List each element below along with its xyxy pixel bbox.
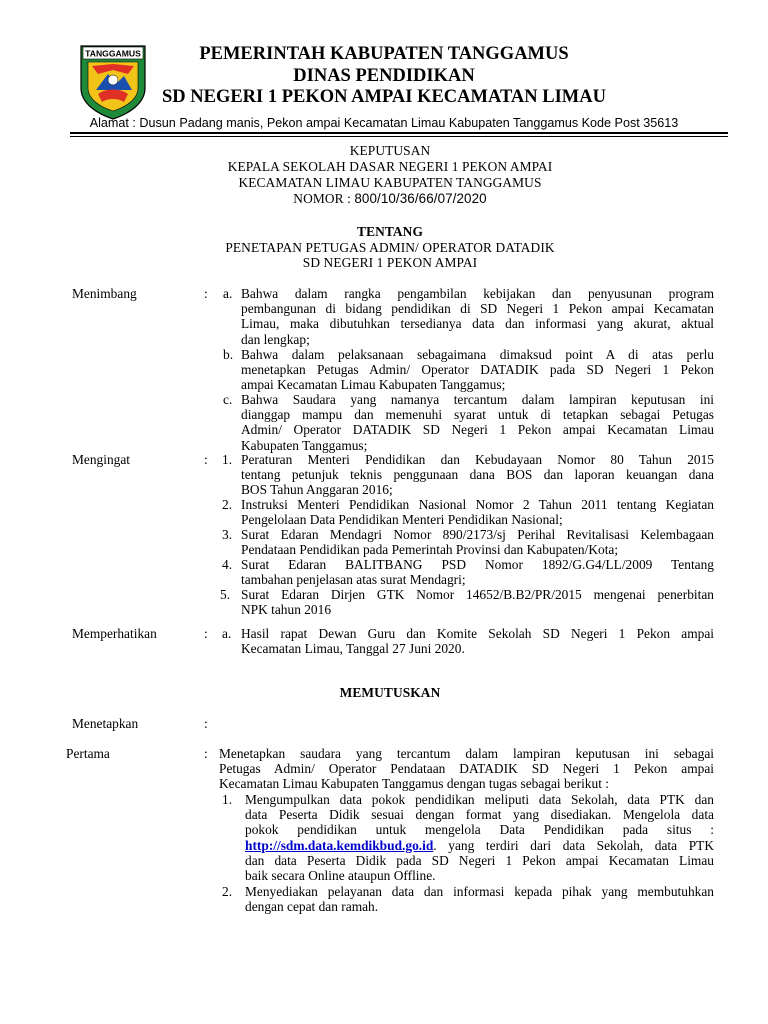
pertama-intro: Menetapkan saudara yang tercantum dalam lampiran keputusan ini sebagai Petugas Admin/ Operator Pendataan DATADIK SD Negeri 1 Pekon ampai Kecamatan Limau Kabupaten Tanggamus dengan tugas sebagai berikut : bbox=[219, 746, 714, 792]
mengingat-item-2: Instruksi Menteri Pendidikan Nasional Nomor 2 Tahun 2011 tentang Kegiatan Pengelolaan Data Pendidikan Menteri Pendidikan Nasional; bbox=[241, 497, 714, 528]
mengingat-item-3: Surat Edaran Mendagri Nomor 890/2173/sj Perihal Revitalisasi Kelembagaan Pendataan Pendidikan pada Pemerintah Provinsi dan Kabupaten/Kota; bbox=[241, 527, 714, 558]
menimbang-item-a: Bahwa dalam rangka pengambilan kebijakan dan penyusunan program pembangunan di bidang pendidikan di SD Negeri 1 Pekon ampai Kecamatan Limau, maka dibutuhkan tersedianya data dan informasi yang akurat, aktual dan lengkap; bbox=[241, 286, 714, 347]
task-1-link-line: http://sdm.data.kemdikbud.go.id. yang terdiri dari data Sekolah, data PTK bbox=[245, 837, 714, 853]
colon: : bbox=[204, 626, 208, 641]
item-marker: 3. bbox=[222, 527, 233, 542]
svg-text:TANGGAMUS: TANGGAMUS bbox=[85, 48, 141, 59]
item-marker: a. bbox=[223, 286, 233, 301]
label-pertama: Pertama bbox=[66, 746, 110, 761]
item-marker: b. bbox=[223, 347, 234, 362]
decree-number bbox=[0, 191, 768, 207]
item-marker: 2. bbox=[222, 497, 233, 512]
decree-issuer: KEPALA SEKOLAH DASAR NEGERI 1 PEKON AMPAI bbox=[227, 159, 553, 174]
item-marker: 1. bbox=[222, 452, 233, 467]
colon: : bbox=[204, 746, 208, 761]
datadik-link[interactable]: http://sdm.data.kemdikbud.go.id bbox=[245, 837, 434, 853]
menimbang-item-b: Bahwa dalam pelaksanaan sebagaimana dimaksud point A di atas perlu menetapkan Petugas Admin/ Operator DATADIK pada SD Negeri 1 Pekon ampai Kecamatan Limau Kabupaten Tanggamus; bbox=[241, 347, 714, 393]
label-menimbang: Menimbang bbox=[72, 286, 137, 301]
mengingat-item-5: Surat Edaran Dirjen GTK Nomor 14652/B.B2/PR/2015 mengenai penerbitan NPK tahun 2016 bbox=[241, 587, 714, 618]
letterhead-divider-thin bbox=[70, 136, 728, 137]
decree-subject: PENETAPAN PETUGAS ADMIN/ OPERATOR DATADIK bbox=[225, 240, 555, 255]
decree-number-label: NOMOR : bbox=[293, 191, 355, 206]
item-marker: 5. bbox=[220, 587, 231, 602]
decree-issuer-region: KECAMATAN LIMAU KABUPATEN TANGGAMUS bbox=[238, 175, 542, 190]
item-marker: c. bbox=[223, 392, 233, 407]
decree-number-value: 800/10/36/66/07/2020 bbox=[354, 191, 487, 206]
pertama-task-1: Mengumpulkan data pokok pendidikan meliputi data Sekolah, data PTK dan data Peserta Didik sesuai dengan format yang disediakan. Mengelola data pokok pendidikan untuk mengelola Data Pendidikan pada situs : http://sdm.data.kemdikbud.go.id. yang terdiri dari data Sekolah, data PTK dan data Peserta Didik pada SD Negeri 1 Pekon ampai Kecamatan Limau baik secara Online ataupun Offline. bbox=[245, 792, 714, 884]
letterhead-divider bbox=[70, 132, 728, 134]
item-marker: 1. bbox=[222, 792, 233, 807]
letterhead-department: DINAS PENDIDIKAN bbox=[293, 66, 475, 86]
mengingat-item-1: Peraturan Menteri Pendidikan dan Kebudayaan Nomor 80 Tahun 2015 tentang petunjuk teknis penggunaan dana BOS dan laporan keuangan dana BOS Tahun Anggaran 2016; bbox=[241, 452, 714, 498]
memperhatikan-item-a: Hasil rapat Dewan Guru dan Komite Sekolah SD Negeri 1 Pekon ampai Kecamatan Limau, Tanggal 27 Juni 2020. bbox=[241, 626, 714, 657]
menimbang-item-c: Bahwa Saudara yang namanya tercantum dalam lampiran keputusan ini dianggap mampu dan memenuhi syarat untuk di tetapkan sebagai Petugas Admin/ Operator DATADIK SD Negeri 1 Pekon ampai Kecamatan Limau Kabupaten Tanggamus; bbox=[241, 392, 714, 453]
decree-heading: KEPUTUSAN bbox=[349, 143, 431, 158]
item-marker: 4. bbox=[222, 557, 233, 572]
decree-subject-school: SD NEGERI 1 PEKON AMPAI bbox=[302, 255, 478, 270]
colon: : bbox=[204, 286, 208, 301]
pertama-task-2: Menyediakan pelayanan data dan informasi kepada pihak yang membutuhkan dengan cepat dan ramah. bbox=[245, 884, 714, 915]
item-marker: a. bbox=[222, 626, 232, 641]
label-menetapkan: Menetapkan bbox=[72, 716, 139, 731]
letterhead-address: Alamat : Dusun Padang manis, Pekon ampai Kecamatan Limau Kabupaten Tanggamus Kode Post 35613 bbox=[89, 116, 679, 130]
label-mengingat: Mengingat bbox=[72, 452, 131, 467]
memutuskan-heading: MEMUTUSKAN bbox=[339, 685, 441, 700]
label-memperhatikan: Memperhatikan bbox=[72, 626, 157, 641]
tentang-heading: TENTANG bbox=[357, 224, 423, 239]
letterhead-school: SD NEGERI 1 PEKON AMPAI KECAMATAN LIMAU bbox=[161, 87, 606, 107]
item-marker: 2. bbox=[222, 884, 233, 899]
mengingat-item-4: Surat Edaran BALITBANG PSD Nomor 1892/G.G4/LL/2009 Tentang tambahan penjelasan atas surat Mendagri; bbox=[241, 557, 714, 588]
colon: : bbox=[204, 452, 208, 467]
colon: : bbox=[204, 716, 208, 731]
letterhead-government: PEMERINTAH KABUPATEN TANGGAMUS bbox=[199, 44, 569, 64]
